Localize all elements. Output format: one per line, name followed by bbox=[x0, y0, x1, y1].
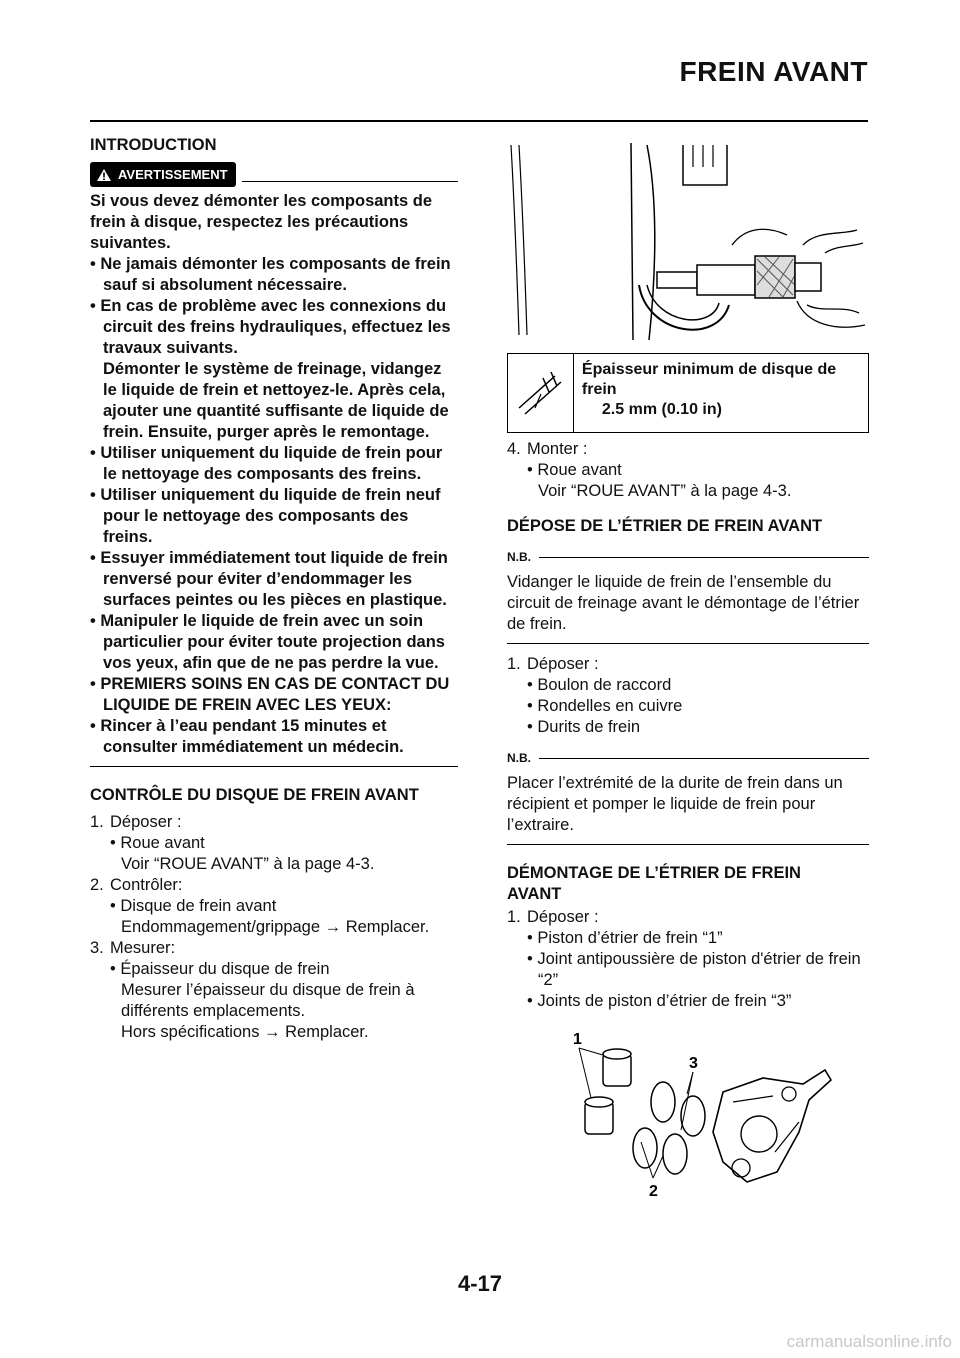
step-item bbox=[507, 439, 869, 460]
check-steps bbox=[90, 812, 458, 1043]
nb-end-rule-2 bbox=[507, 844, 869, 845]
warning-body bbox=[90, 191, 458, 758]
step-bullet: • Piston d’étrier de frein “1” bbox=[527, 929, 723, 947]
step-text: Monter : bbox=[527, 440, 588, 458]
warning-label: AVERTISSEMENT bbox=[118, 167, 228, 182]
step-number: 4. bbox=[507, 440, 521, 458]
nb-label: N.B. bbox=[507, 751, 531, 765]
warning-line: • Utiliser uniquement du liquide de frein neuf pour le nettoyage des composants des freins. bbox=[90, 486, 441, 546]
step-number: 1. bbox=[507, 655, 521, 673]
nb-header-1 bbox=[507, 547, 869, 568]
warning-end-rule bbox=[90, 766, 458, 767]
nb-header-2 bbox=[507, 748, 869, 769]
step-detail: Mesurer l’épaisseur du disque de frein à différents emplacements. bbox=[121, 981, 415, 1020]
step-bullet: • Rondelles en cuivre bbox=[527, 697, 683, 715]
spec-title: Épaisseur minimum de disque de frein bbox=[581, 361, 837, 398]
step-detail: Endommagement/grippage → Remplacer. bbox=[121, 918, 430, 936]
warning-header bbox=[90, 162, 458, 187]
step-number: 2. bbox=[90, 876, 104, 894]
step-item bbox=[507, 907, 869, 928]
warning-triangle-icon bbox=[96, 168, 112, 182]
step-detail: Voir “ROUE AVANT” à la page 4-3. bbox=[538, 482, 792, 500]
step-bullet: • Durits de frein bbox=[527, 718, 641, 736]
step-number: 1. bbox=[507, 908, 521, 926]
step-bullet: • Épaisseur du disque de frein bbox=[110, 960, 330, 978]
warning-line: • Utiliser uniquement du liquide de frein pour le nettoyage des composants des freins. bbox=[90, 444, 443, 483]
step-bullet: • Joints de piston d’étrier de frein “3” bbox=[527, 992, 792, 1010]
nb-label: N.B. bbox=[507, 550, 531, 564]
warning-line: Démonter le système de freinage, vidangez le liquide de frein et nettoyez-le. Après cela, ajouter une quantité suffisante de liquide de frein. Ensuite, purger après le remontage. bbox=[103, 360, 449, 441]
check-heading: CONTRÔLE DU DISQUE DE FREIN AVANT bbox=[90, 786, 419, 804]
warning-line: • Rincer à l’eau pendant 15 minutes et consulter immédiatement un médecin. bbox=[90, 717, 404, 756]
step-bullet: • Roue avant bbox=[527, 461, 622, 479]
spec-box bbox=[507, 353, 869, 433]
nb-text-2: Placer l’extrémité de la durite de frein dans un récipient et pomper le liquide de frein pour l’extraire. bbox=[507, 774, 843, 834]
micrometer-illustration bbox=[507, 135, 869, 347]
caliper-exploded-illustration bbox=[563, 1022, 843, 1202]
intro-heading: INTRODUCTION bbox=[90, 136, 217, 154]
nb-end-rule-1 bbox=[507, 643, 869, 644]
step-bullet: • Roue avant bbox=[110, 834, 205, 852]
step-number: 3. bbox=[90, 939, 104, 957]
step-detail: Voir “ROUE AVANT” à la page 4-3. bbox=[121, 855, 375, 873]
step-item bbox=[90, 812, 458, 833]
step-text: Contrôler: bbox=[110, 876, 183, 894]
spec-value: 2.5 mm (0.10 in) bbox=[601, 401, 722, 418]
nb-text-1: Vidanger le liquide de frein de l’ensemble du circuit de freinage avant le démontage de l’étrier de frein. bbox=[507, 573, 860, 633]
warning-line: • PREMIERS SOINS EN CAS DE CONTACT DU LIQUIDE DE FREIN AVEC LES YEUX: bbox=[90, 675, 450, 714]
install-steps bbox=[507, 439, 869, 502]
step-text: Déposer : bbox=[527, 655, 599, 673]
warning-rule bbox=[242, 181, 458, 182]
step-detail: Hors spécifications → Remplacer. bbox=[121, 1023, 369, 1041]
page-title: FREIN AVANT bbox=[679, 56, 868, 87]
header-rule bbox=[90, 120, 868, 122]
warning-line: • Manipuler le liquide de frein avec un soin particulier pour éviter toute projection dans vos yeux, afin que de ne pas perdre la vue. bbox=[90, 612, 445, 672]
step-bullet: • Disque de frein avant bbox=[110, 897, 277, 915]
warning-line: Si vous devez démonter les composants de frein à disque, respectez les précautions suivantes. bbox=[90, 192, 433, 252]
step-item bbox=[90, 938, 458, 959]
spec-text bbox=[574, 354, 868, 432]
warning-line: • Essuyer immédiatement tout liquide de frein renversé pour éviter d’endommager les surfaces peintes ou les pièces en plastique. bbox=[90, 549, 448, 609]
right-column bbox=[507, 135, 869, 1208]
warning-line: • En cas de problème avec les connexions du circuit des freins hydrauliques, effectuez les travaux suivants. bbox=[90, 297, 451, 357]
step-text: Déposer : bbox=[110, 813, 182, 831]
depose-heading: DÉPOSE DE L’ÉTRIER DE FREIN AVANT bbox=[507, 517, 823, 535]
demont-heading: DÉMONTAGE DE L’ÉTRIER DE FREIN AVANT bbox=[507, 864, 801, 903]
step-text: Déposer : bbox=[527, 908, 599, 926]
caliper-gauge-icon bbox=[508, 354, 574, 432]
warning-line: • Ne jamais démonter les composants de frein sauf si absolument nécessaire. bbox=[90, 255, 451, 294]
callout-2: 2 bbox=[649, 1183, 658, 1200]
step-item bbox=[507, 654, 869, 675]
step-number: 1. bbox=[90, 813, 104, 831]
step-text: Mesurer: bbox=[110, 939, 176, 957]
depose-steps bbox=[507, 654, 869, 738]
step-bullet: • Joint antipoussière de piston d'étrier de frein “2” bbox=[527, 950, 861, 989]
step-bullet: • Boulon de raccord bbox=[527, 676, 672, 694]
watermark: carmanualsonline.info bbox=[786, 1332, 952, 1351]
callout-3: 3 bbox=[689, 1055, 698, 1072]
callout-1: 1 bbox=[573, 1031, 582, 1048]
step-item bbox=[90, 875, 458, 896]
warning-badge bbox=[90, 162, 236, 187]
demont-steps bbox=[507, 907, 869, 1012]
page-number: 4-17 bbox=[457, 1271, 503, 1296]
left-column bbox=[90, 135, 458, 1043]
